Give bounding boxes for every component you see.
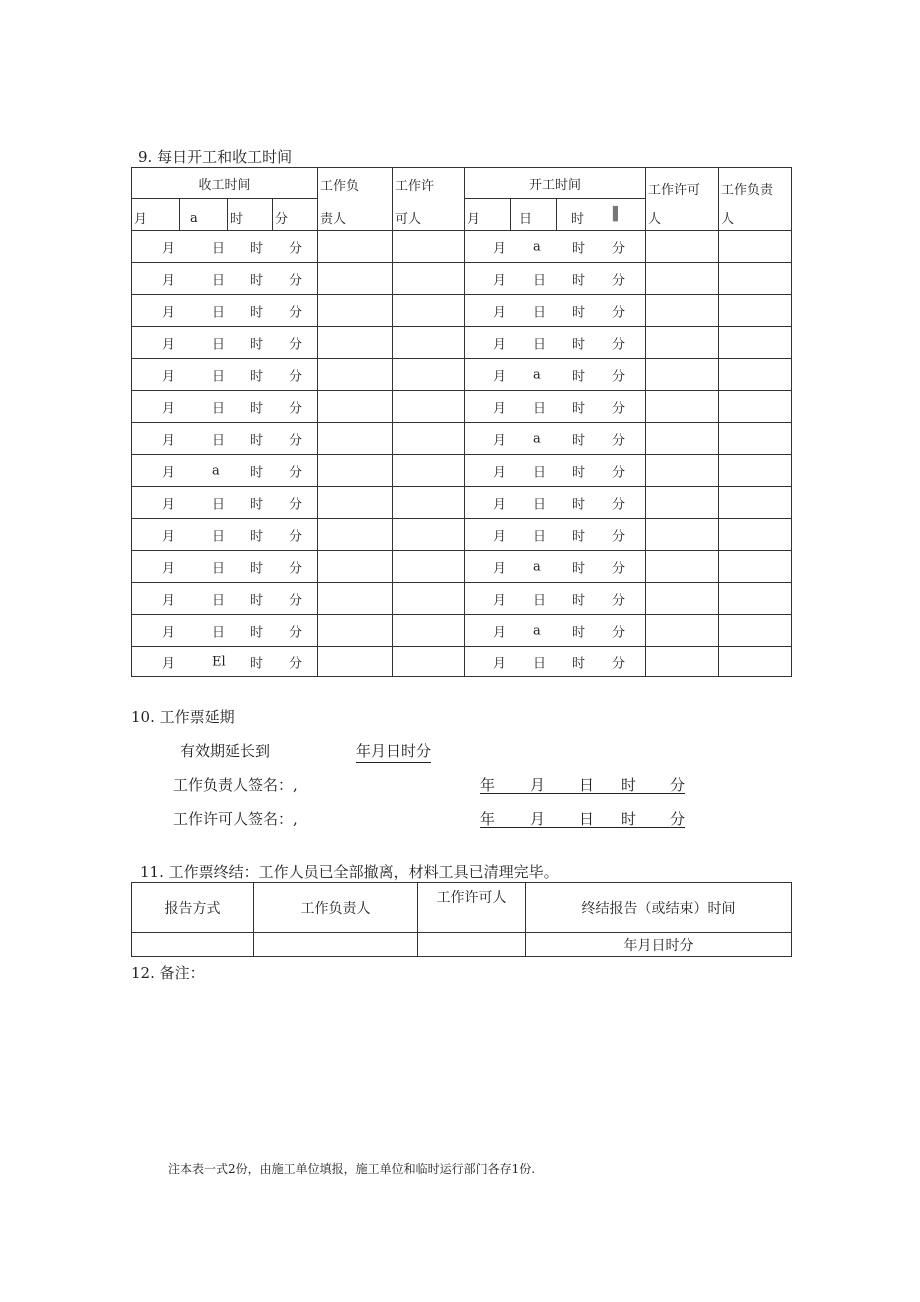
shougong-date-part: 日 (212, 529, 226, 544)
kaigong-time-cell[interactable] (465, 295, 646, 327)
shougong-date-part: 分 (289, 561, 303, 576)
table-row (132, 263, 792, 295)
shougong-date-part: 时 (250, 337, 264, 352)
shougong-date-part: 月 (162, 529, 176, 544)
kaigong-date-part: 时 (572, 337, 586, 352)
shougong-date-part: 月 (162, 305, 176, 320)
kaigong-date-part: 日 (533, 497, 547, 512)
kaigong-date-part: 月 (493, 273, 507, 288)
shougong-date-part: 时 (250, 401, 264, 416)
kaigong-date-part: 月 (493, 465, 507, 480)
fuzeren-cell[interactable] (318, 487, 393, 519)
kaigong-time-cell[interactable] (465, 487, 646, 519)
table-row (132, 327, 792, 359)
shougong-date-part: 时 (250, 241, 264, 256)
kaigong-date-part: 时 (572, 305, 586, 320)
shougong-date-part: 分 (289, 433, 303, 448)
cell-fuzeren[interactable] (254, 933, 418, 957)
shougong-date-part: 时 (250, 625, 264, 640)
header-fuzeren: 工作负 责人 (318, 168, 393, 231)
fuzeren2-cell[interactable] (719, 327, 792, 359)
shougong-time-cell[interactable] (132, 583, 318, 615)
header-end-time: 终结报告（或结束）时间 (526, 883, 792, 933)
shougong-date-part: 月 (162, 497, 176, 512)
shougong-time-cell[interactable] (132, 263, 318, 295)
fuzeren2-cell[interactable] (719, 615, 792, 647)
shougong-date-part: 分 (289, 593, 303, 608)
kaigong-date-part: 月 (493, 561, 507, 576)
kaigong-date-part: 分 (612, 369, 626, 384)
table-row (132, 583, 792, 615)
xukeren-sign-label: 工作许可人签名：, (173, 810, 298, 828)
kaigong-date-part: 时 (572, 497, 586, 512)
kaigong-date-part: 月 (493, 529, 507, 544)
kaigong-date-part: 月 (493, 593, 507, 608)
kaigong-date-part: a (533, 239, 541, 254)
kaigong-date-part: 分 (612, 497, 626, 512)
kaigong-date-part: 日 (533, 593, 547, 608)
kaigong-date-part: 时 (572, 369, 586, 384)
table-row (132, 519, 792, 551)
kaigong-date-part: 时 (572, 273, 586, 288)
kaigong-date-part: 月 (493, 305, 507, 320)
kaigong-date-part: 时 (572, 401, 586, 416)
fuzeren2-cell[interactable] (719, 423, 792, 455)
cell-end-time[interactable]: 年月日时分 (526, 933, 792, 957)
shougong-date-part: 时 (250, 593, 264, 608)
xukeren-sign-date: 年 月 日 时 分 (480, 810, 686, 828)
fuzeren-cell[interactable] (318, 231, 393, 263)
kaigong-date-part: a (533, 623, 541, 638)
shougong-date-part: 日 (212, 561, 226, 576)
shougong-date-part: 月 (162, 369, 176, 384)
fuzeren2-cell[interactable] (719, 487, 792, 519)
kaigong-date-part: 时 (572, 561, 586, 576)
header-fuzeren: 工作负责人 (254, 883, 418, 933)
xukeren2-cell[interactable] (646, 551, 719, 583)
section11-title: 11. 工作票终结：工作人员已全部撤离，材料工具已清理完毕。 (140, 863, 559, 881)
shougong-date-part: 日 (212, 497, 226, 512)
shougong-date-part: 月 (162, 593, 176, 608)
fuzeren2-cell[interactable] (719, 551, 792, 583)
cell-xukeren[interactable] (418, 933, 526, 957)
shougong-date-part: 日 (212, 305, 226, 320)
shougong-date-part: 时 (250, 465, 264, 480)
fuzeren-cell[interactable] (318, 263, 393, 295)
kaigong-date-part: 时 (572, 625, 586, 640)
xukeren-cell[interactable] (393, 583, 465, 615)
kaigong-date-part: 日 (533, 273, 547, 288)
xukeren2-cell[interactable] (646, 647, 719, 677)
kaigong-date-part: 分 (612, 241, 626, 256)
xukeren-cell[interactable] (393, 359, 465, 391)
kaigong-date-part: a (533, 431, 541, 446)
table-row (132, 423, 792, 455)
fuzeren2-cell[interactable] (719, 455, 792, 487)
xukeren2-cell[interactable] (646, 359, 719, 391)
kaigong-date-part: 分 (612, 337, 626, 352)
subheader-shougong: 月 a 时 分 (132, 199, 318, 231)
fuzeren2-cell[interactable] (719, 263, 792, 295)
shougong-date-part: 分 (289, 273, 303, 288)
shougong-date-part: 分 (289, 465, 303, 480)
fuzeren-cell[interactable] (318, 615, 393, 647)
section9-title: 9. 每日开工和收工时间 (138, 148, 293, 166)
kaigong-date-part: 分 (612, 593, 626, 608)
table-row (132, 391, 792, 423)
shougong-date-part: 分 (289, 337, 303, 352)
table-row (132, 647, 792, 677)
kaigong-date-part: 时 (572, 656, 586, 671)
kaigong-date-part: 分 (612, 401, 626, 416)
kaigong-date-part: 日 (533, 529, 547, 544)
xukeren-cell[interactable] (393, 295, 465, 327)
fuzeren2-cell[interactable] (719, 647, 792, 677)
kaigong-date-part: 月 (493, 656, 507, 671)
extend-label: 有效期延长到 (180, 742, 271, 760)
shougong-date-part: 分 (289, 497, 303, 512)
kaigong-date-part: 月 (493, 625, 507, 640)
shougong-date-part: 时 (250, 369, 264, 384)
kaigong-time-cell[interactable] (465, 551, 646, 583)
table-row (132, 615, 792, 647)
kaigong-date-part: 日 (533, 656, 547, 671)
shougong-date-part: 时 (250, 656, 264, 671)
shougong-date-part: 月 (162, 241, 176, 256)
fuzeren2-cell[interactable] (719, 583, 792, 615)
kaigong-date-part: 分 (612, 273, 626, 288)
kaigong-time-cell[interactable] (465, 263, 646, 295)
shougong-time-cell[interactable] (132, 551, 318, 583)
shougong-date-part: El (212, 654, 226, 669)
kaigong-date-part: 日 (533, 401, 547, 416)
xukeren2-cell[interactable] (646, 231, 719, 263)
shougong-date-part: 日 (212, 593, 226, 608)
shougong-date-part: 日 (212, 625, 226, 640)
kaigong-time-cell[interactable] (465, 455, 646, 487)
kaigong-time-cell[interactable] (465, 519, 646, 551)
table-row (132, 359, 792, 391)
shougong-date-part: 时 (250, 305, 264, 320)
xukeren2-cell[interactable] (646, 487, 719, 519)
kaigong-date-part: a (533, 367, 541, 382)
kaigong-date-part: 时 (572, 433, 586, 448)
kaigong-time-cell[interactable] (465, 391, 646, 423)
kaigong-date-part: 时 (572, 593, 586, 608)
fuzeren-cell[interactable] (318, 327, 393, 359)
kaigong-date-part: 分 (612, 529, 626, 544)
shougong-date-part: 分 (289, 656, 303, 671)
shougong-date-part: 日 (212, 401, 226, 416)
kaigong-date-part: 月 (493, 497, 507, 512)
xukeren-cell[interactable] (393, 263, 465, 295)
xukeren2-cell[interactable] (646, 295, 719, 327)
shougong-time-cell[interactable] (132, 455, 318, 487)
fuzeren-cell[interactable] (318, 359, 393, 391)
shougong-time-cell[interactable] (132, 295, 318, 327)
shougong-time-cell[interactable] (132, 423, 318, 455)
fuzeren-sign-label: 工作负责人签名：, (173, 776, 298, 794)
fuzeren2-cell[interactable] (719, 295, 792, 327)
xukeren-cell[interactable] (393, 551, 465, 583)
header-xukeren: 工作许可人 (418, 883, 526, 933)
shougong-date-part: 分 (289, 529, 303, 544)
kaigong-time-cell[interactable] (465, 647, 646, 677)
xukeren-cell[interactable] (393, 423, 465, 455)
shougong-date-part: a (212, 463, 220, 478)
shougong-date-part: 时 (250, 561, 264, 576)
shougong-time-cell[interactable] (132, 487, 318, 519)
kaigong-time-cell[interactable] (465, 327, 646, 359)
shougong-date-part: 月 (162, 337, 176, 352)
shougong-date-part: 分 (289, 305, 303, 320)
fuzeren-cell[interactable] (318, 423, 393, 455)
header-report-method: 报告方式 (132, 883, 254, 933)
fuzeren-cell[interactable] (318, 519, 393, 551)
fuzeren2-cell[interactable] (719, 231, 792, 263)
kaigong-date-part: 月 (493, 369, 507, 384)
shougong-date-part: 分 (289, 401, 303, 416)
table-row (132, 295, 792, 327)
shougong-time-cell[interactable] (132, 359, 318, 391)
fuzeren-sign-date: 年 月 日 时 分 (480, 776, 686, 794)
shougong-time-cell[interactable] (132, 519, 318, 551)
shougong-date-part: 日 (212, 241, 226, 256)
subheader-kaigong: 月 日 时 ▌ (465, 199, 646, 231)
table-row (132, 487, 792, 519)
shougong-date-part: 月 (162, 273, 176, 288)
fuzeren-cell[interactable] (318, 551, 393, 583)
shougong-date-part: 日 (212, 433, 226, 448)
shougong-date-part: 分 (289, 369, 303, 384)
shougong-time-cell[interactable] (132, 391, 318, 423)
kaigong-time-cell[interactable] (465, 231, 646, 263)
fuzeren-cell[interactable] (318, 295, 393, 327)
shougong-date-part: 分 (289, 625, 303, 640)
kaigong-date-part: 月 (493, 401, 507, 416)
shougong-date-part: 月 (162, 561, 176, 576)
kaigong-date-part: 分 (612, 561, 626, 576)
cell-report-method[interactable] (132, 933, 254, 957)
fuzeren-cell[interactable] (318, 583, 393, 615)
shougong-date-part: 时 (250, 433, 264, 448)
extend-value: 年月日时分 (356, 740, 431, 763)
shougong-time-cell[interactable] (132, 647, 318, 677)
kaigong-date-part: 时 (572, 529, 586, 544)
kaigong-time-cell[interactable] (465, 423, 646, 455)
shougong-date-part: 月 (162, 401, 176, 416)
shougong-date-part: 日 (212, 273, 226, 288)
shougong-date-part: 时 (250, 529, 264, 544)
shougong-date-part: 日 (212, 369, 226, 384)
xukeren-cell[interactable] (393, 519, 465, 551)
xukeren2-cell[interactable] (646, 519, 719, 551)
shougong-time-cell[interactable] (132, 327, 318, 359)
xukeren-cell[interactable] (393, 455, 465, 487)
shougong-date-part: 月 (162, 625, 176, 640)
fuzeren2-cell[interactable] (719, 359, 792, 391)
xukeren-cell[interactable] (393, 391, 465, 423)
xukeren2-cell[interactable] (646, 583, 719, 615)
shougong-date-part: 月 (162, 656, 176, 671)
xukeren-cell[interactable] (393, 327, 465, 359)
kaigong-date-part: 时 (572, 465, 586, 480)
shougong-time-cell[interactable] (132, 231, 318, 263)
fuzeren-cell[interactable] (318, 647, 393, 677)
kaigong-date-part: 月 (493, 241, 507, 256)
header-fuzeren2: 工作负责 人 (719, 168, 792, 231)
kaigong-date-part: 分 (612, 433, 626, 448)
shougong-time-cell[interactable] (132, 615, 318, 647)
daily-time-table (131, 167, 792, 677)
kaigong-date-part: 分 (612, 625, 626, 640)
xukeren2-cell[interactable] (646, 423, 719, 455)
header-shougong: 收工时间 (132, 168, 318, 199)
kaigong-date-part: 分 (612, 656, 626, 671)
table-row (132, 455, 792, 487)
shougong-date-part: 日 (212, 337, 226, 352)
xukeren2-cell[interactable] (646, 615, 719, 647)
kaigong-date-part: a (533, 559, 541, 574)
xukeren-cell[interactable] (393, 647, 465, 677)
kaigong-date-part: 日 (533, 465, 547, 480)
shougong-date-part: 月 (162, 465, 176, 480)
fuzeren2-cell[interactable] (719, 519, 792, 551)
section12-title: 12. 备注： (131, 964, 205, 982)
header-xukeren: 工作许 可人 (393, 168, 465, 231)
kaigong-date-part: 分 (612, 465, 626, 480)
xukeren2-cell[interactable] (646, 391, 719, 423)
xukeren2-cell[interactable] (646, 327, 719, 359)
shougong-date-part: 分 (289, 241, 303, 256)
footnote: 注本表一式2份，由施工单位填报，施工单位和临时运行部门各存1份. (168, 1162, 536, 1176)
xukeren2-cell[interactable] (646, 263, 719, 295)
xukeren-cell[interactable] (393, 487, 465, 519)
kaigong-time-cell[interactable] (465, 615, 646, 647)
table-row (132, 551, 792, 583)
termination-table (131, 882, 792, 957)
xukeren-cell[interactable] (393, 231, 465, 263)
shougong-date-part: 时 (250, 273, 264, 288)
fuzeren-cell[interactable] (318, 391, 393, 423)
kaigong-date-part: 日 (533, 305, 547, 320)
table-row (132, 231, 792, 263)
kaigong-time-cell[interactable] (465, 359, 646, 391)
fuzeren-cell[interactable] (318, 455, 393, 487)
kaigong-date-part: 时 (572, 241, 586, 256)
kaigong-date-part: 分 (612, 305, 626, 320)
shougong-date-part: 月 (162, 433, 176, 448)
header-xukeren2: 工作许可 人 (646, 168, 719, 231)
kaigong-date-part: 月 (493, 433, 507, 448)
kaigong-date-part: 月 (493, 337, 507, 352)
header-kaigong: 开工时间 (465, 168, 646, 199)
kaigong-time-cell[interactable] (465, 583, 646, 615)
kaigong-date-part: 日 (533, 337, 547, 352)
section10-title: 10. 工作票延期 (131, 708, 235, 726)
xukeren2-cell[interactable] (646, 455, 719, 487)
xukeren-cell[interactable] (393, 615, 465, 647)
shougong-date-part: 时 (250, 497, 264, 512)
fuzeren2-cell[interactable] (719, 391, 792, 423)
